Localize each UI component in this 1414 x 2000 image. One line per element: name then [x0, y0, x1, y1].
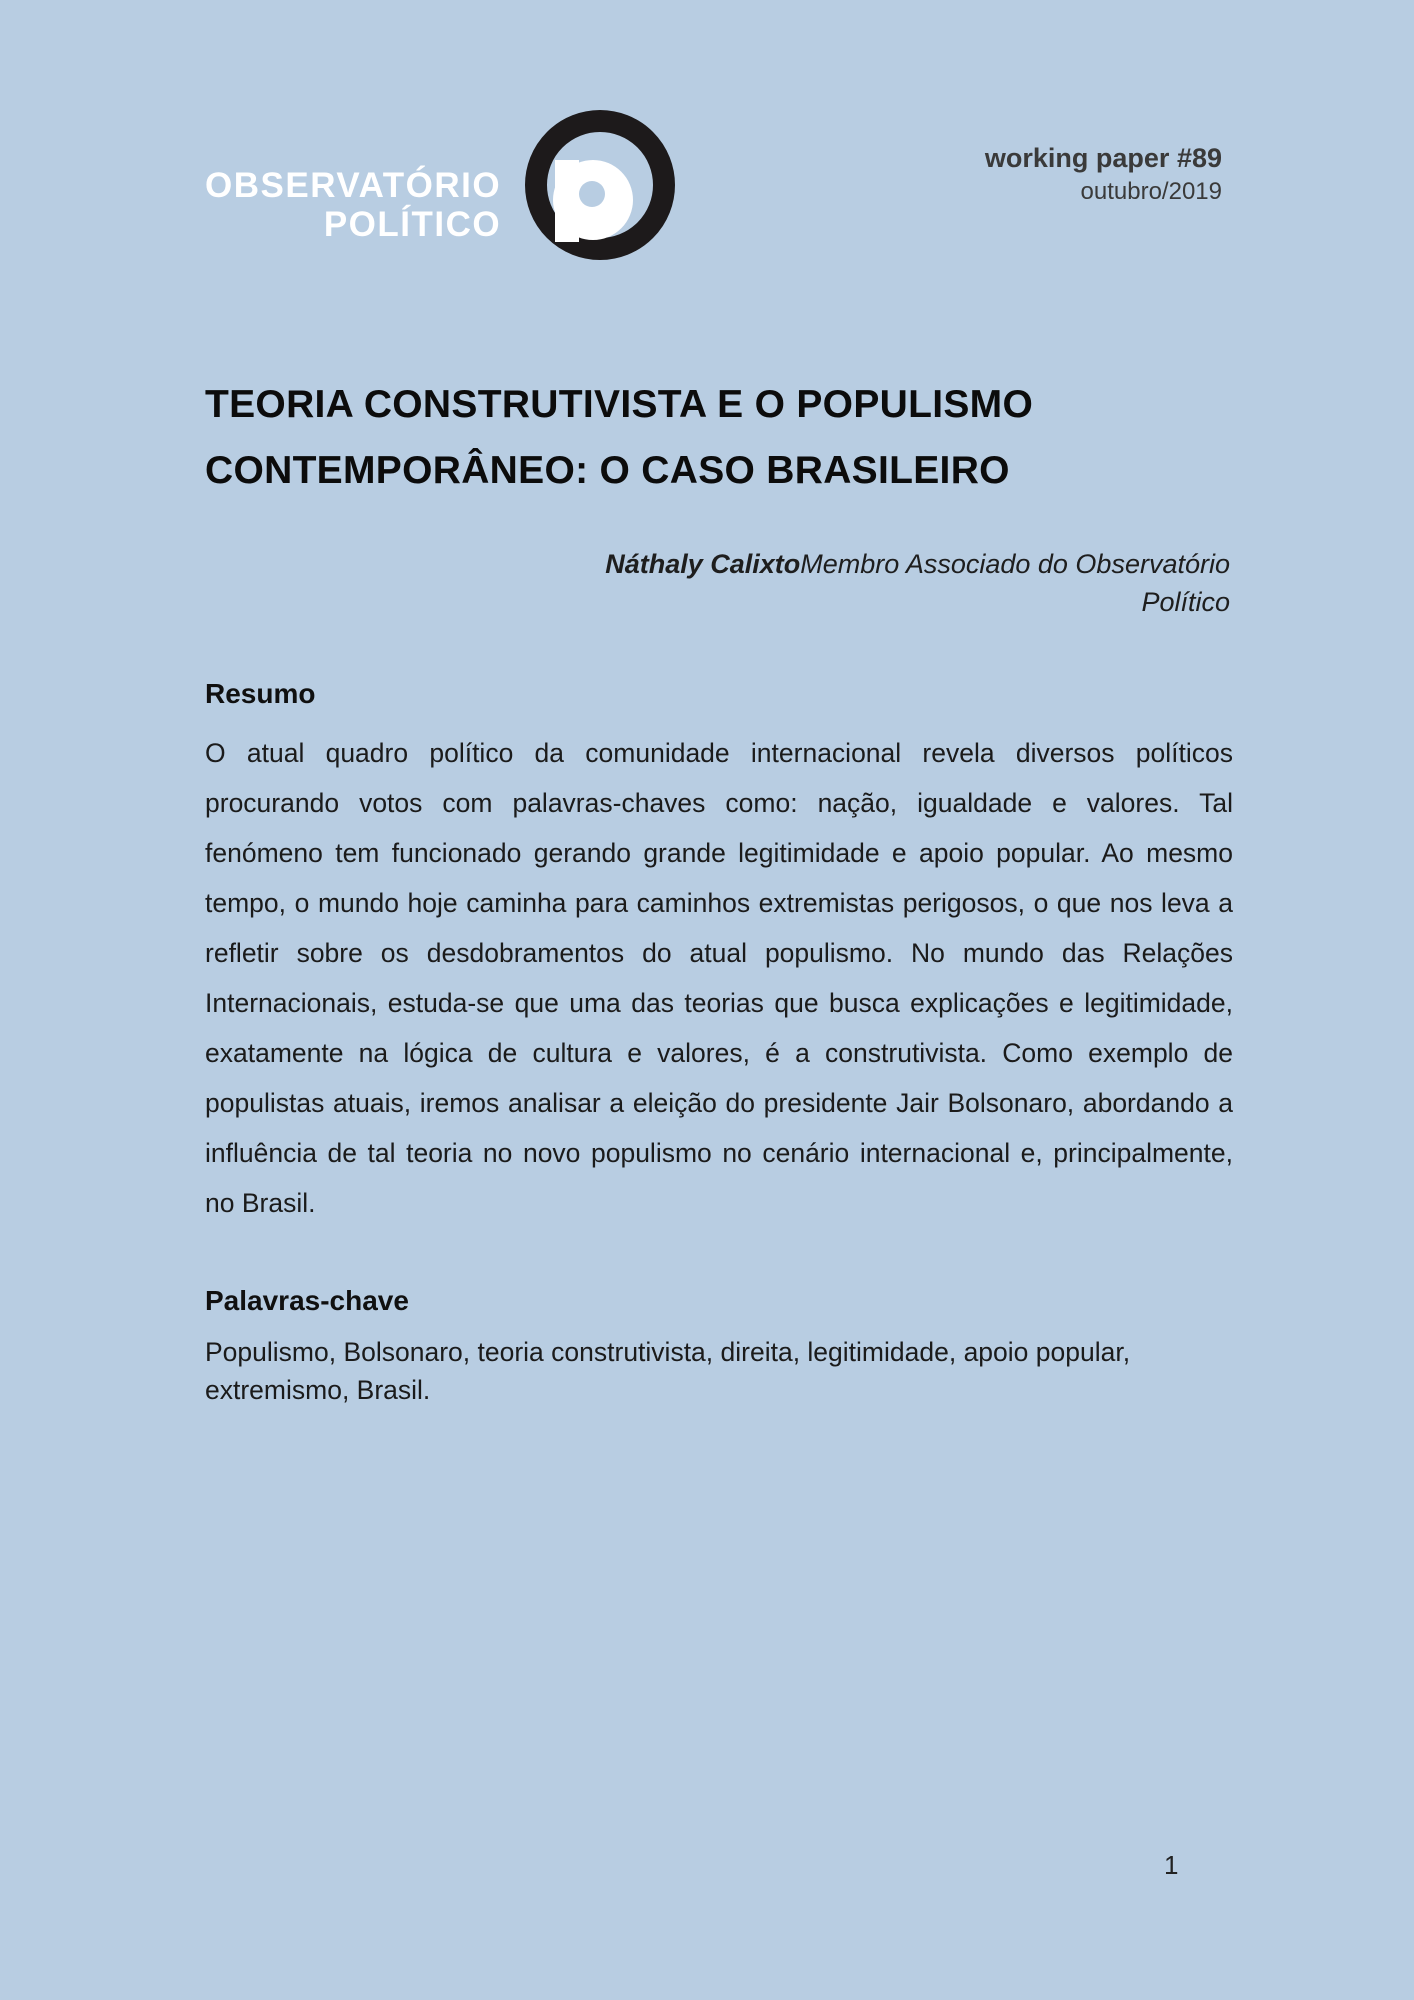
page-number: 1 [1164, 1850, 1179, 1880]
paper-title: TEORIA CONSTRUTIVISTA E O POPULISMO CONTEMPORÂNEO: O CASO BRASILEIRO [205, 383, 1034, 492]
author-name: Náthaly Calixto [605, 549, 801, 579]
paper-date: outubro/2019 [1080, 178, 1222, 205]
ring-p-logo-icon [525, 110, 675, 260]
paper-number: working paper #89 [984, 143, 1222, 173]
author-affiliation: Membro Associado do Observatório Político [800, 549, 1230, 617]
author-block [570, 545, 1230, 621]
logo-wordmark-line2: POLÍTICO [323, 205, 502, 244]
logo-wordmark-line1: OBSERVATÓRIO [205, 166, 502, 205]
abstract-text: O atual quadro político da comunidade internacional revela diversos políticos procurando votos com palavras-chaves como: nação, igualdade e valores. Tal fenómeno tem funcionado gerando grande legitimidade e apoio popular. Ao mesmo tempo, o mundo hoje caminha para caminhos extremistas perigosos, o que nos leva a refletir sobre os desdobramentos do atual populismo. No mundo das Relações Internacionais, estuda-se que uma das teorias que busca explicações e legitimidade, exatamente na lógica de cultura e valores, é a construtivista. Como exemplo de populistas atuais, iremos analisar a eleição do presidente Jair Bolsonaro, abordando a influência de tal teoria no novo populismo no cenário internacional e, principalmente, no Brasil. [205, 738, 1233, 1218]
logo-wordmark [205, 166, 501, 260]
paper-meta [985, 143, 1222, 206]
keywords-heading: Palavras-chave [205, 1285, 409, 1316]
keywords-text: Populismo, Bolsonaro, teoria construtivista, direita, legitimidade, apoio popular, extremismo, Brasil. [205, 1337, 1131, 1405]
observatorio-politico-logo [205, 110, 675, 260]
abstract-heading: Resumo [205, 678, 316, 709]
